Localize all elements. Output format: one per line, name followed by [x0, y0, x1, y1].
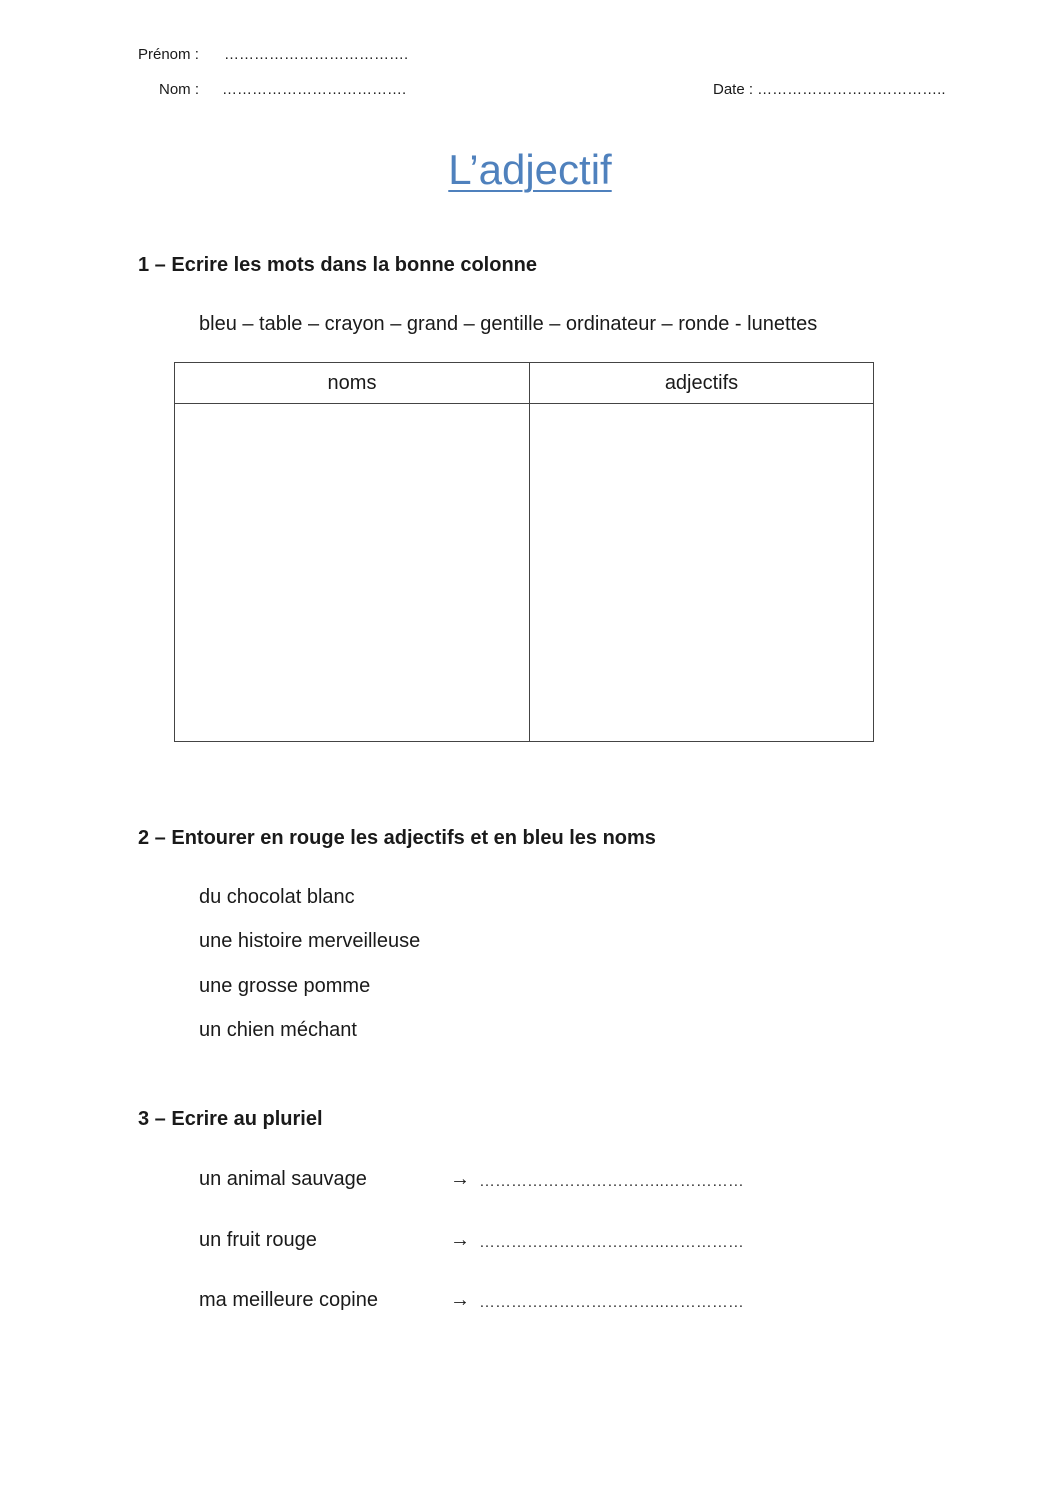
adjectifs-answer-cell[interactable] — [530, 404, 874, 742]
exercise-3-item: ma meilleure copine — [199, 1289, 378, 1311]
exercise-3-heading: 3 – Ecrire au pluriel — [138, 1108, 323, 1130]
plural-answer-field[interactable]: ……………………………..…………… — [479, 1294, 744, 1311]
plural-answer-field[interactable]: ……………………………..…………… — [479, 1173, 744, 1190]
plural-answer-field[interactable]: ……………………………..…………… — [479, 1234, 744, 1251]
exercise-3-item: un animal sauvage — [199, 1168, 367, 1190]
nom-label: Nom : — [159, 81, 200, 98]
arrow-icon: → — [450, 1289, 470, 1311]
page-title: L’adjectif — [448, 146, 612, 193]
exercise-2-item[interactable]: un chien méchant — [199, 1019, 357, 1041]
nom-field[interactable]: ………………………………. — [222, 81, 407, 98]
exercise-1-heading: 1 – Ecrire les mots dans la bonne colonne — [138, 254, 538, 276]
exercise-2-item[interactable]: du chocolat blanc — [199, 886, 355, 908]
column-header-adjectifs: adjectifs — [530, 363, 874, 404]
exercise-3-item: un fruit rouge — [199, 1229, 317, 1251]
prenom-field[interactable]: ………………………………. — [224, 46, 409, 63]
arrow-icon: → — [450, 1229, 470, 1251]
exercise-1-word-list: bleu – table – crayon – grand – gentille – ordinateur – ronde - lunettes — [199, 313, 818, 335]
column-header-noms: noms — [175, 363, 530, 404]
exercise-2-item[interactable]: une grosse pomme — [199, 975, 371, 997]
exercise-2-heading: 2 – Entourer en rouge les adjectifs et en bleu les noms — [138, 827, 656, 849]
sorting-table — [174, 362, 874, 742]
noms-answer-cell[interactable] — [175, 404, 530, 742]
arrow-icon: → — [450, 1168, 470, 1190]
exercise-2-item[interactable]: une histoire merveilleuse — [199, 930, 421, 952]
date-field[interactable]: Date : ……………………………….. — [713, 81, 946, 98]
prenom-label: Prénom : — [138, 46, 199, 63]
